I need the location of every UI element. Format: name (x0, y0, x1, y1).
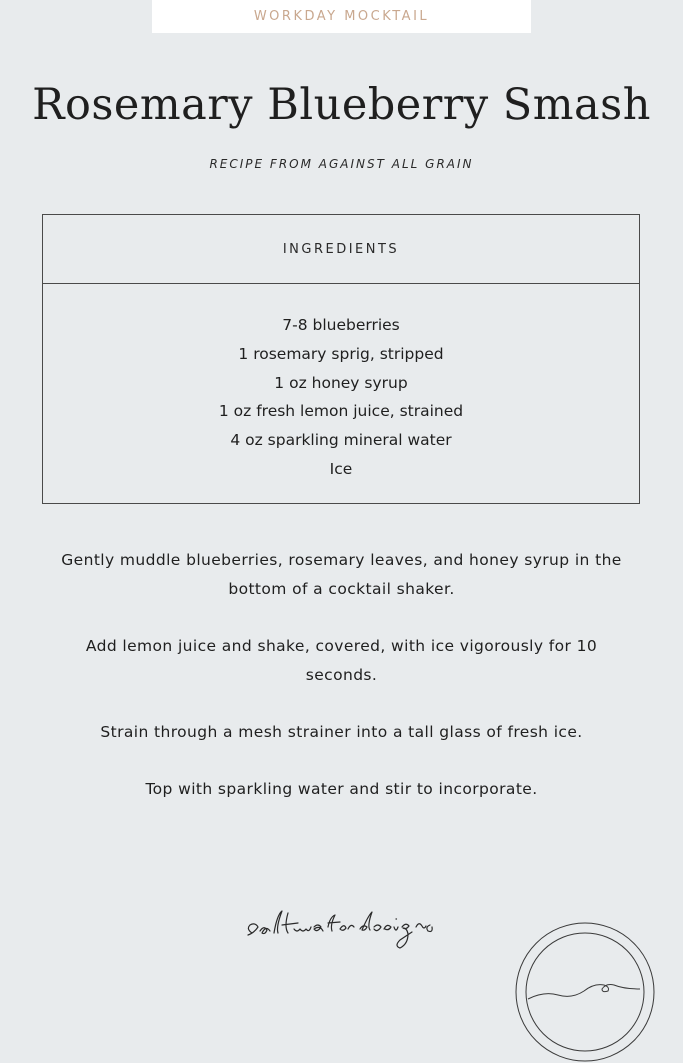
instructions (50, 546, 633, 832)
ingredient-item: 4 oz sparkling mineral water (230, 431, 452, 450)
signature-script-icon (232, 905, 452, 961)
instruction-step: Strain through a mesh strainer into a tall glass of fresh ice. (100, 723, 583, 741)
category-tag (152, 0, 531, 33)
ingredients-heading: INGREDIENTS (43, 215, 639, 284)
ingredient-item: 1 oz honey syrup (274, 373, 408, 392)
recipe-title: Rosemary Blueberry Smash (32, 80, 651, 130)
ingredients-list (43, 284, 639, 484)
instruction-step: Top with sparkling water and stir to incorporate. (145, 780, 538, 798)
signature-logo (232, 905, 452, 961)
instruction-step: Gently muddle blueberries, rosemary leaves, and honey syrup in the bottom of a cocktail shaker. (61, 551, 622, 598)
ingredient-item: 7-8 blueberries (282, 316, 400, 334)
ingredient-item: 1 rosemary sprig, stripped (238, 344, 444, 363)
instruction-step: Add lemon juice and shake, covered, with ice vigorously for 10 seconds. (85, 637, 598, 684)
wave-logo-icon (514, 921, 656, 1063)
recipe-source: RECIPE FROM AGAINST ALL GRAIN (209, 157, 474, 171)
ingredients-box (42, 214, 640, 504)
ingredient-item: Ice (329, 459, 353, 478)
category-tag-label: WORKDAY MOCKTAIL (253, 9, 430, 24)
ingredient-item: 1 oz fresh lemon juice, strained (218, 402, 464, 421)
